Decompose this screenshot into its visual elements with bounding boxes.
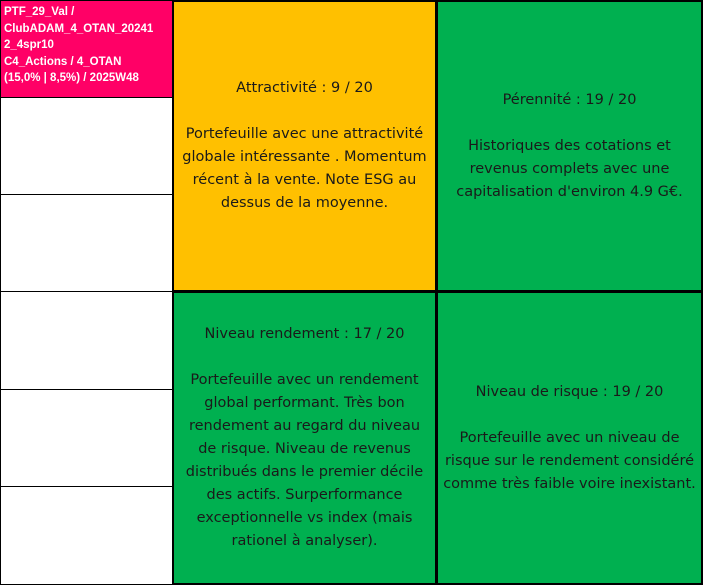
attractivite-text: Portefeuille avec une attractivité globale intéressante . Momentum récent à la vente. Note ESG au dessus de la moyenne. [182,126,427,211]
empty-cell [0,194,173,292]
risque-text: Portefeuille avec un niveau de risque sur le rendement considéré comme très faible voire inexistant. [443,429,696,492]
perennite-text: Historiques des cotations et revenus complets avec une capitalisation d'environ 4.9 G€. [456,137,683,200]
rendement-panel [172,291,437,585]
risque-panel [436,291,703,585]
empty-cell [0,486,173,585]
empty-cell [0,389,173,487]
perennite-heading: Pérennité : 19 / 20 [502,91,637,108]
portfolio-title-line: C4_Actions / 4_OTAN [4,55,122,68]
perennite-panel [436,0,703,292]
portfolio-title-line: PTF_29_Val / [4,6,75,18]
portfolio-title-line: 2_4spr10 [4,39,54,51]
attractivite-panel [172,0,437,292]
portfolio-title-line: ClubADAM_4_OTAN_20241 [4,22,154,35]
attractivite-heading: Attractivité : 9 / 20 [236,80,373,96]
portfolio-title-line: (15,0% | 8,5%) / 2025W48 [4,72,139,84]
empty-cell [0,291,173,390]
portfolio-title-cell [0,0,173,98]
rendement-heading: Niveau rendement : 17 / 20 [204,326,405,342]
risque-heading: Niveau de risque : 19 / 20 [475,383,664,400]
empty-cell [0,97,173,195]
rendement-text: Portefeuille avec un rendement global performant. Très bon rendement au regard du niveau de risque. Niveau de revenus distribués dans le premier décile des actifs. Surperformance exceptionnelle vs index (mais rationel à analyser). [185,372,424,549]
